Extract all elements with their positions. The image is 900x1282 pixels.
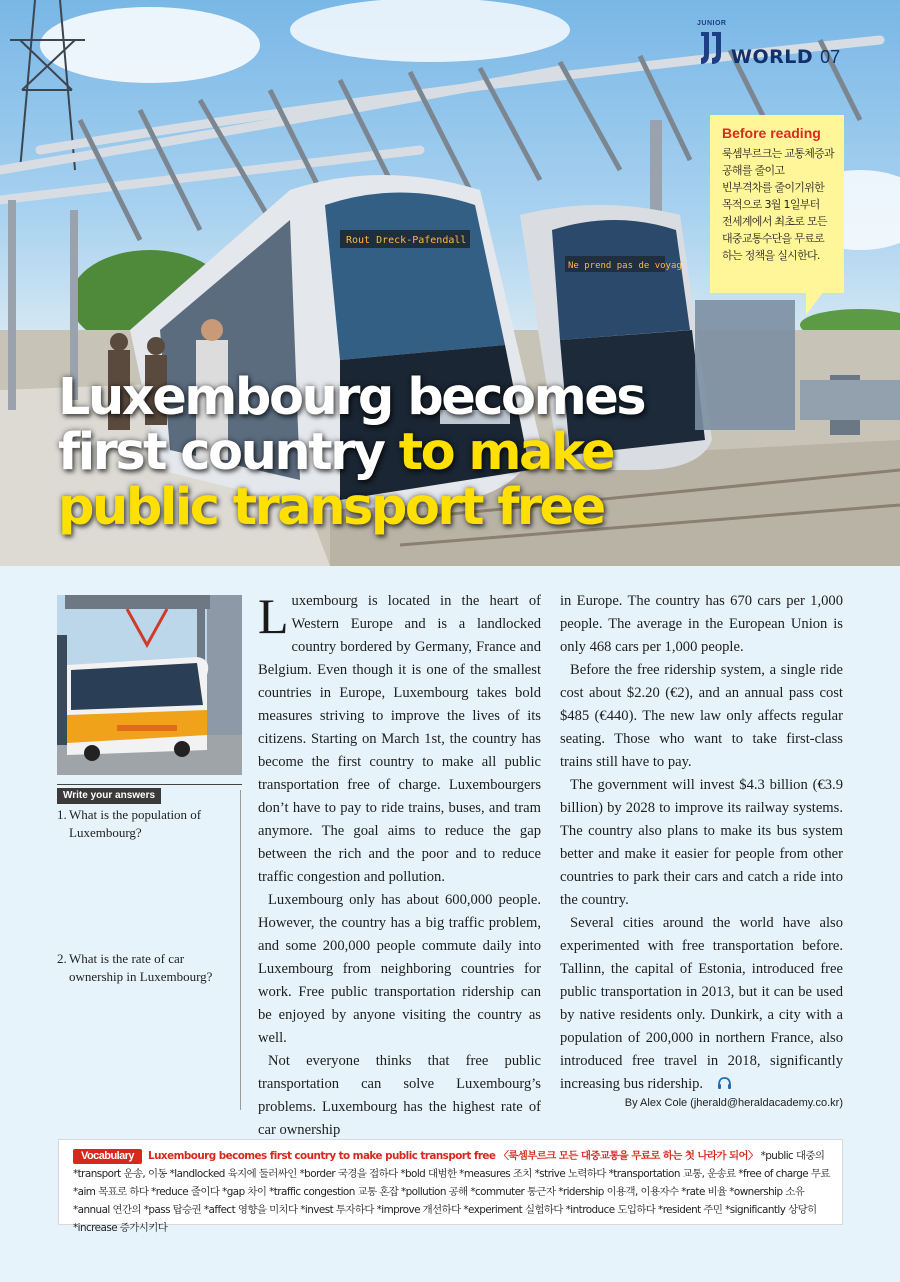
note-line: 공해를 줄이고 [722,164,785,177]
drop-cap: L [258,588,289,644]
headline-line-1: Luxembourg becomes [58,368,645,427]
vocabulary-box [58,1139,843,1234]
article-column-2 [560,590,843,1098]
note-line: 전세계에서 최초로 모든 [722,215,827,228]
article-paragraph: The government will invest $4.3 billion (€3.9 billion) by 2028 to improve its railway systems. The country also plans to make its bus system better and make it easier for people from other countries to park their cars and catch a ride into the country. [560,777,843,908]
question-text: What is the rate of car ownership in Luxembourg? [69,951,213,984]
question-text: What is the population of Luxembourg? [69,807,202,840]
column-divider [240,790,241,1110]
vocabulary-headline: Luxembourg becomes first country to make public transport free 〈룩셈부르크 모든 대중교통을 무료로 하는 첫 나라가 되어〉 [148,1150,758,1162]
page-headline [58,370,644,535]
before-reading-text [722,145,836,264]
before-reading-note [710,115,844,293]
question-1 [57,806,237,842]
note-line: 룩셈부르크는 교통체증과 [722,147,834,160]
headline-line-2 [58,425,644,480]
question-number: 2. [57,951,67,966]
article-paragraph: Before the free ridership system, a single ride cost about $2.20 (€2), and an annual pass cost $485 (€440). The new law only affects regular seating. Those who want to take first-class trains still have to pay. [560,662,843,770]
note-line: 대중교통수단을 무료로 [722,232,825,245]
headline-white: first country [58,423,399,482]
article-paragraph: Not everyone thinks that free public transportation can solve Luxembourg’s problems. Luxembourg has the highest rate of car ownership [258,1053,541,1138]
logo-text: JUNIOR [697,20,727,27]
vocabulary-terms: *public 대중의 *transport 운송, 이동 *landlocked 육지에 둘러싸인 *border 국경을 접하다 *bold 대범한 *measures 조치 *strive 노력하다 *transportation 교통, 운송료 *free of charge 무료 *aim 목표로 하다 *reduce 줄이다 *gap 차이 *traffic congestion 교통 혼잡 *pollution 공해 *commuter 통근자 *ridership 이용객, 이용자수 *rate 비율 *ownership 소유 *annual 연간의 *pass 탑승권 *affect 영향을 미치다 *invest 투자하다 *improve 개선하다 *experiment 실험하다 *introduce 도입하다 *resident 주민 *significantly 상당히 *increase 증가시키다 [73,1150,830,1234]
paragraph-text: uxembourg is located in the heart of Western Europe and is a landlocked country bordered by Germany, France and Belgium. Even though it is one of the smallest countries in Europe, Luxembourg takes bold measures striving to improve the lives of its citizens. Starting on March 1st, the country has become the first country to make all public transportation free of charge. Luxembourgers don’t have to pay to ride trains, buses, and tram anymore. The goal aims to reduce the gap between the rich and the poor and to reduce traffic congestion and pollution. [258,593,541,885]
paragraph-text: Several cities around the world have also experimented with free transportation before. Tallinn, the capital of Estonia, introduced free public transportation in 2013, but it can be used by native residents only. Dunkirk, a city with a population of 200,000 in northern France, also introduced free travel in 2018, significantly increasing bus ridership. [560,915,843,1092]
section-brand [697,20,841,68]
note-line: 빈부격차를 줄이기위한 [722,181,825,194]
junior-logo-icon [697,20,727,68]
article-byline: By Alex Cole (jherald@heraldacademy.co.kr) [624,1097,843,1109]
article-paragraph: in Europe. The country has 670 cars per 1,000 people. The average in the European Union is only 468 cars per 1,000 people. [560,593,843,655]
before-reading-title: Before reading [722,125,821,141]
vocabulary-tag: Vocabulary [73,1149,142,1164]
article-paragraph [560,912,843,1098]
section-name: WORLD [731,46,814,68]
headphone-icon[interactable] [707,1075,732,1098]
article-paragraph: Luxembourg only has about 600,000 people. However, the country has a big traffic problem, and some 200,000 people commute daily into Luxembourg from neighboring countries for work. Free public transportation ridership can be enjoyed by anyone visiting the country as well. [258,892,541,1046]
question-2 [57,950,237,986]
note-line: 하는 정책을 실시한다. [722,249,820,262]
rear-tram-sign: Ne prend pas de voyag [568,261,682,271]
write-your-answers-label: Write your answers [57,788,161,804]
question-number: 1. [57,807,67,822]
headline-yellow: to make [398,423,614,482]
note-line: 목적으로 3월 1일부터 [722,198,820,211]
bus-photo [57,595,242,775]
page-number: 07 [820,47,841,67]
article-column-1 [258,590,541,1142]
write-your-answers-header [57,784,242,804]
hero-photo [0,0,900,566]
article-paragraph [258,590,541,889]
headline-line-3: public transport free [58,478,604,537]
front-tram-sign: Rout Dreck-Pafendall [346,235,467,246]
